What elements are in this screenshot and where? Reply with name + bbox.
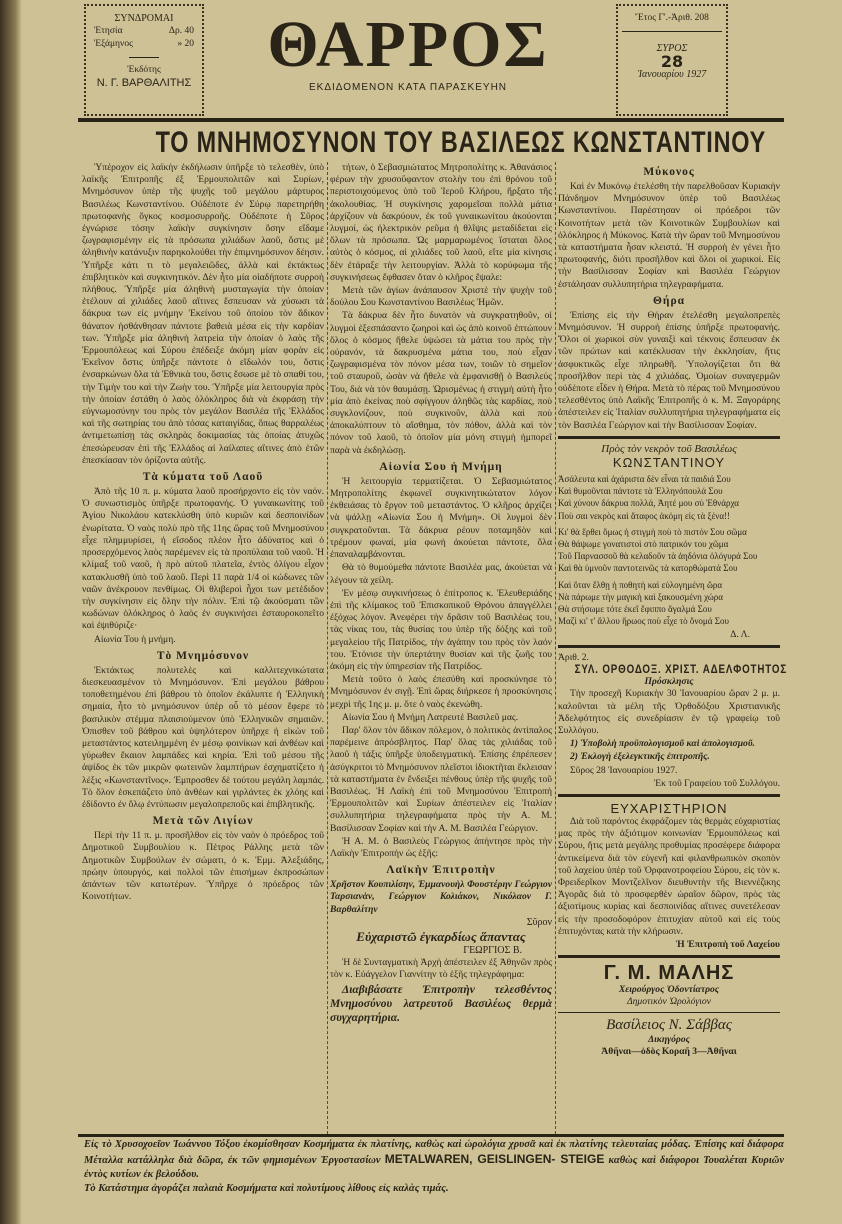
notice-number: Ἀριθ. 2. xyxy=(558,651,589,663)
ad-dentist-name: Γ. Μ. ΜΑΛΗΣ xyxy=(603,962,735,985)
section-heading: Αἰωνία Σου ἡ Μνήμη xyxy=(379,460,503,473)
poem-name: ΚΩΝΣΤΑΝΤΙΝΟΥ xyxy=(612,455,726,471)
article-paragraph: Ἡ λειτουργία τερματίζεται. Ὁ Σεβασμιώτατος Μητροπολίτης ἐκφωνεῖ συγκινητικώτατον λόγον ἐκθειάσας τὸ ἔργον τοῦ μεταστάντος. Ὁ κλῆρος ἀρχίζει νὰ ψάλλῃ «Αἰωνία Σου ἡ Μνήμη». Οἱ λυγμοὶ δὲν συγκρατοῦνται. Τὰ δάκρυα ρέουν ποταμηδὸν καὶ τρέμουν φωναί, μία φωνὴ ἀκούεται πάντοτε, ὅλα ἐπαναλαμβάνονται. xyxy=(330,475,552,561)
newspaper-title: ΘΑΡΡΟΣ xyxy=(267,8,549,81)
ad-text: καθὼς καὶ διάφοροι Τουαλέται Κυριῶν ἐντὸς κυτίων ἐκ βελούδου. xyxy=(84,1155,785,1180)
issue-day: 28 xyxy=(660,52,684,71)
publisher-label: Ἐκδότης xyxy=(127,65,161,75)
page-binding-shadow xyxy=(0,0,22,1224)
notice-subheading: Πρόσκλησις xyxy=(644,676,694,688)
subscription-row xyxy=(90,25,198,38)
ad-text: Τὸ Κατάστημα ἀγοράζει παλαιὰ Κοσμήματα καὶ πολυτίμους λίθους εἰς καλὰς τιμάς. xyxy=(84,1183,449,1194)
newspaper-page xyxy=(78,0,788,1224)
ad-dentist-address: Δημοτικὸν Ὡρολόγιον xyxy=(627,996,711,1008)
section-heading: Τὰ κύματα τοῦ Λαοῦ xyxy=(142,471,264,484)
agenda-item: 1) Ὑποβολὴ προϋπολογισμοῦ καὶ ἀπολογισμοῦ. xyxy=(570,738,755,750)
subscription-box xyxy=(84,4,204,116)
poem-stanza: Καὶ ὅταν ἔλθῃ ἡ ποθητὴ καὶ εὐλογημένη ὥρα Νὰ πάρωμε τὴν μαγικὴ καὶ ξακουσμένη χώρα Θὰ στήσωμε τότε ἐκεῖ ἔφιππο ἄγαλμά Σου Μαζὶ κι' τ' ἄλλου ἥρωος ποὺ εἶχε τὸ ὄνομά Σου xyxy=(558,579,729,627)
poem-stanza: Ἀσάλευτα καὶ ἀχάριστα δὲν εἶναι τὰ παιδιά Σου Καὶ θυμοῦνται πάντοτε τὰ Ἑλληνόπουλά Σου Καὶ χύνουν δάκρυα πολλά, Ἀητέ μου σὺ Ἐθνάρχα Ποὺ σαι νεκρὸς καὶ ἄταφος ἀκόμη εἰς τὰ ξένα!! xyxy=(558,474,740,521)
row-price: Δρ. 40 xyxy=(168,26,194,36)
row-price: » 20 xyxy=(177,39,194,49)
divider xyxy=(558,794,780,797)
article-paragraph: Μετὰ τοῦτο ὁ λαὸς ἐπεσύθη καὶ προσκύνησε τὸ Μνημόσυνον ἐν σιγῇ. Ἐπὶ ὥρας διήρκεσε ἡ προσκύνησις μεχρὶ τῆς 1ης μ. μ. ὅτε ὁ ναὸς ἐκενώθη. xyxy=(330,674,552,710)
ad-dentist-title: Χειρούργος Ὀδοντίατρος xyxy=(618,984,720,996)
divider xyxy=(558,645,780,648)
article-paragraph: Ἀπὸ τῆς 10 π. μ. κύματα λαοῦ προσήρχοντο εἰς τὸν ναόν. Ὁ συνωστισμὸς ὑπῆρξε πρωτοφανής. Ὁ γυναικωνίτης τοῦ Ἁγίου Νικολάου κατεκλύσθη ὑπὸ κυριῶν καὶ δεσποινίδων ἐνωρίτατα. Ὁ ναὸς πολὺ πρὸ τῆς 11ης ὥρας τοῦ Μνημοσύνου εἶχε πλημμυρίσει, ἡ εἴσοδος πλέον ἦτο ἀδύνατος καὶ ὁ προσερχόμενος λαὸς παρέμενεν εἰς τὰ προπύλαια τοῦ ναοῦ. Ἡ κλίμαξ τοῦ ναοῦ, ἡ πρὸ αὐτοῦ πλατεῖα, ἐντὸς ὀλίγου εἶχον κατακλυσθῆ ὑπὸ τοῦ λαοῦ. Περὶ 11 παρὰ 1/4 οἱ κώδωνες τῶν ναῶν ἀνέκρουον πενθίμως. Οἱ θλιβεροὶ ἦχοι των μετέδιδον τὴν συγκίνησιν εἰς ὅλην τὴν πόλιν. Ἐπὶ τῷ ἀκούσματι τῶν κωδώνων ὁλόκληρος ὁ λαὸς ἐν συγκινήσει ἐσταυροκοπεῖτο καὶ ἐψιθύριζε· xyxy=(82,486,324,632)
ad-brand: METALWAREN, GEISLINGEN- STEIGE xyxy=(384,1152,605,1166)
notice-date: Σῦρος 28 Ἰανουαρίου 1927. xyxy=(570,764,678,776)
notice-signature: Ἐκ τοῦ Γραφείου τοῦ Συλλόγου. xyxy=(653,777,780,789)
subscription-label: ΣΥΝΔΡΟΜΑΙ xyxy=(114,13,174,24)
article-paragraph: Αἰωνία Του ἡ μνήμη. xyxy=(94,633,176,645)
issue-month-year: Ἰανουαρίου 1927 xyxy=(637,69,707,80)
telegram-signature: ΓΕΩΡΓΙΟΣ Β. xyxy=(463,944,522,956)
divider xyxy=(558,436,780,439)
row-label: Ἐτησία xyxy=(94,26,123,36)
column-left xyxy=(82,162,324,1134)
telegram-place: Σῦρον xyxy=(526,916,552,928)
publisher-name: Ν. Γ. ΒΑΡΘΑΛΙΤΗΣ xyxy=(96,77,192,89)
section-heading: Τὸ Μνημόσυνον xyxy=(156,649,250,662)
notice-heading: ΣΥΛ. ΟΡΘΟΔΟΞ. ΧΡΙΣΤ. ΑΔΕΛΦΟΤΗΤΟΣ xyxy=(574,663,788,676)
divider xyxy=(558,1012,780,1013)
telegram-names: Χρῆστον Κουπιλίσην, Ἐμμανουὴλ Φουστέρην Γεώργιον Ταρσιανὰν, Γεώργιον Κολιάκον, Νικόλαον Γ. Βαρθαλίτην xyxy=(330,879,552,915)
thanks-heading: ΕΥΧΑΡΙΣΤΗΡΙΟΝ xyxy=(610,800,728,816)
article-paragraph: Αἰωνία Σου ἡ Μνήμη Λατρευτὲ Βασιλεῦ μας. xyxy=(342,711,519,723)
article-paragraph: Ὑπέροχον εἰς λαϊκὴν ἐκδήλωσιν ὑπῆρξε τὸ τελεσθὲν, ὑπὸ λαϊκῆς Ἐπιτροπῆς ἐξ Ἑρμουπολιτῶν καὶ Συρίων, Μνημόσυνον ὑπὲρ τῆς ψυχῆς τοῦ μεγάλου μάρτυρος Βασιλέως Κωνσταντίνου. Οὐδέποτε ἐν Σύρῳ παρετηρήθη πρωτοφανὴς ὄγκος κοσμοσυρροῆς. Οὐδέποτε ἡ Σῦρος ἐγνώρισε τόσην λαϊκὴν συγκίνησιν ὅσην εἴδαμε ζωγραφισμένην εἰς τὰ πρόσωπα χιλιάδων λαοῦ, ὅστις μὲ ἀληθινὴν κατάνυξιν παρηκολούθει τὴν ἐπιμνημόσυνον δέησιν. Ὑπῆρξε κάτι τι τὸ μεγαλειῶδες, ἀλλὰ καὶ ἐκτάκτως ἐπιβλητικὸν καὶ συγκινητικόν. Δὲν ἦτο μία οἱαδήποτε συρροὴ πλήθους. Ὑπῆρξε μία ἀληθινὴ μυσταγωγία τὴν ὁποίαν ἐτέλουν αἱ χιλιάδες λαοῦ αἵτινες ἔσπευσαν νὰ χύσωσι τὰ δάκρυα των εἰς μνήμην Ἐκείνου τοῦ ὁποίου τὸν ἄδικον θάνατον ἠσθάνθησαν πάντοτε βαθειὰ μέσα εἰς τὴν καρδίαν των. Ὑπῆρξε μία ἀληθινὴ λατρεία τὴν ὁποίαν ὁ λαὸς τῆς Ἑρμουπόλεως καὶ Σύρου ἐπέδειξε ἀκόμη μίαν φορὰν εἰς Ἐκεῖνον ὅστις ὑπῆρξε πάντοτε ὁ εἴδωλόν του, ὅστις ἐνσαρκώνων ὅλα τὰ Ἐθνικὰ του, ὅστις ἔσωσε μὲ τὸ σπαθί του, τὴν Τιμὴν του καὶ τὴν Ζωὴν του. Ὑπῆρξε μία λειτουργία πρὸς τὴν ὁποίαν ἐστάθη ὁ λαὸς ὁλόκληρος διὰ νὰ ἐκφράσῃ τὴν εὐγνωμοσύνην του πρὸς τὸν μεγάλον Βασιλέα τῆς Ἑλλάδος καὶ τῆς σωτηρίας του ἀπὸ τόσας καταιγίδας, ὅπως θαρραλέως ἀντιμετωπίσῃ τὰς σκληρὰς δοκιμασίας τὰς ὁποίας ἀτυχῶς ἐπεσώρευσαν ἐπὶ τῆς Ἑλλάδος αἱ λαίλαπες αἵτινες ἀπὸ ἐτῶν ἐπεσκίασαν τὸν ὁρίζοντα αὐτῆς. xyxy=(82,162,324,466)
column-middle xyxy=(330,162,552,1134)
section-heading: Μετὰ τῶν Λιγίων xyxy=(152,815,254,828)
ad-lawyer-address: Ἀθῆναι—ὁδὸς Κοραῆ 3—Ἀθῆναι xyxy=(601,1045,737,1057)
ad-text: Εἰς τὸ Χρυσοχοεῖον Ἰωάννου Τόξου ἐκομίσθησαν Κοσμήματα ἐκ πλατίνης, καθὼς καὶ ὡρολόγια χρυσᾶ καὶ ἐκ πλατίνης τελευταίας μόδας. Ἐπίσης καὶ διάφορα Μέταλλα κατάλληλα διὰ δῶρα, ἐκ τῶν φημισμένων Ἐργοστασίων xyxy=(84,1139,784,1166)
issue-place: ΣΥΡΟΣ xyxy=(656,43,688,54)
poem-title: Πρὸς τὸν νεκρὸν τοῦ Βασιλέως xyxy=(601,442,737,455)
column-right xyxy=(558,162,788,1134)
article-paragraph: Ἡ Α. Μ. ὁ Βασιλεὺς Γεώργιος ἀπήντησε πρὸς τὴν Λαϊκὴν Ἐπιτροπὴν ὡς ἑξῆς: xyxy=(330,835,552,859)
section-heading: Μύκονος xyxy=(643,166,695,178)
newspaper-subtitle: ΕΚΔΙΔΟΜΕΝΟΝ ΚΑΤΑ ΠΑΡΑΣΚΕΥΗΝ xyxy=(308,82,508,93)
telegram-text: Διαβιβάσατε Ἐπιτροπὴν τελεσθέντος Μνημοσύνου λατρευτοῦ Βασιλέως θερμὰ συγχαρητήρια. xyxy=(330,983,552,1024)
ad-lawyer-name: Βασίλειος Ν. Σάββας xyxy=(606,1016,732,1033)
article-paragraph: τήτων, ὁ Σεβασμιώτατος Μητροπολίτης κ. Ἀθανάσιος φέρων τὴν χρυσοΰφαντον στολὴν του ἐπὶ θρόνου τοῦ περιστοιχούμενος ὑπὸ τοῦ Ἱεροῦ Κλήρου, ἤρξατο τῆς ἀκολουθίας. Ἡ συγκίνησις χαρομεῖσαι πολλὰ μάτια ἀρχίζουν νὰ δακρύουν, ἐκ τοῦ γυναικωνίτου ἀκούονται λυγμοί, ὡς ἠλεκτρικὸν ρεῦμα ἡ θλῖψις μεταδίδεται εἰς ὅλων τὰ πρόσωπα. Ὡς μαρμαρωμένος ἵσταται ὅλος αὐτὸς ὁ κόσμος, αἱ χιλιάδες τοῦ λαοῦ, εἴτε μία κίνησις δὲν ἐτάραξε τὴν λειτουργίαν. Ἀλλὰ τὸ κορύφωμα τῆς συγκινήσεως ἔφθασεν ὅταν ὁ κλῆρος ἔψαλε: xyxy=(330,162,552,283)
issue-box xyxy=(616,4,728,116)
jeweler-advertisement xyxy=(84,1138,784,1196)
row-label: Ἑξάμηνος xyxy=(94,39,133,49)
article-paragraph: Ἐν μέσῳ συγκινήσεως ὁ ἐπίτροπος κ. Ἐλευθεριάδης ἐπὶ τῆς κλίμακος τοῦ Ἐπισκοπικοῦ Θρόνου ἀπαγγέλλει ἐξόχως λόγον. Ἀνεφέρει τὴν δρᾶσιν τοῦ Βασιλέως του, τὰς νίκας του, τὰς θυσίας του ὑπὲρ τῆς δόξης καὶ τοῦ μεγαλείου τῆς Πατρίδος, τὴν ἀγάπην του πρὸς τὸν λαόν του. Ἐτόνισε τὴν ὑπερτάτην θυσίαν καὶ τῆς ζωῆς του ἀκόμη εἰς τὴν ὑπηρεσίαν τῆς Πατρίδος. xyxy=(330,587,552,672)
column-divider xyxy=(327,162,328,1134)
article-paragraph: Τὰ δάκρυα δὲν ἦτο δυνατὸν νὰ συγκρατηθοῦν, οἱ λυγμοὶ ἐξεσπάσαντο ζωηροὶ καὶ ὡς ἀπὸ κοινοῦ ἐπτώπουν ὅλος ὁ κόσμος ἤθελε ὑψώσει τὰ μάτια του πρὸς τὴν οὐρανόν, τὰ δακρυσμένα μάτια του, ποὺ εἶχαν ζωγραφισμένα τὸν πόνον μέσα των, τοιῶν τὸ σημεῖον τοῦ σταυροῦ, ὡσὰν νὰ ἤθελε νὰ ἐμφανισθῇ ὁ Βασιλεύς Του, διὰ νὰ τὸν θαυμάσῃ. Ὡρισμένως ἡ στιγμὴ αὐτὴ ἦτο μία ἀπὸ ἐκείνας ποὺ σφίγγουν ἀληθῶς τὰς καρδίας, ποὺ συγκλονίζουν, ποὺ συγκινοῦν, ἀλλὰ καὶ ποὺ ἀποκαλύπτουν τὸ αἴσθημα, τὸν πόθον, ἀλλὰ καὶ τὸν πόνον τοῦ λαοῦ, τὸ ὁποῖον μία μόνη στιγμὴ ἠμπορεῖ παρὰ νὰ ἐκδηλώσῃ. xyxy=(330,310,552,456)
headline: ΤΟ ΜΝΗΜΟΣΥΝΟΝ ΤΟΥ ΒΑΣΙΛΕΩΣ ΚΩΝΣΤΑΝΤΙΝΟΥ xyxy=(155,126,766,159)
article-paragraph: Καὶ ἐν Μυκόνῳ ἐτελέσθη τὴν παρελθοῦσαν Κυριακὴν Πάνδημον Μνημόσυνον ὑπὲρ τοῦ Βασιλέως Κωνσταντίνου. Παρέστησαν οἱ πρόεδροι τῶν Κοινοτήτων μετὰ τῶν Κοινοτικῶν Συμβουλίων καὶ ὁλόκληρος ἡ Μύκονος. Κατὰ τὴν ὥραν τοῦ Μνημοσύνου τὰ καταστήματα ἦσαν κλειστά. Ἡ συρροὴ ἐν γένει ἦτο πρωτοφανής, διότι προσῆλθον καὶ ὅλοι οἱ χωρικοί. Εἰς τὴν Βασίλισσαν Σοφίαν καὶ Βασιλέα Γεώργιον ἐστάλησαν συλλυπητήρια τηλεγραφήματα. xyxy=(558,181,780,290)
article-paragraph: Μετὰ τῶν ἁγίων ἀνάπαυσον Χριστὲ τὴν ψυχὴν τοῦ δούλου Σου Κωνσταντίνου Βασιλέως Ἡμῶν. xyxy=(330,285,552,309)
subscription-row xyxy=(90,38,198,51)
article-paragraph: Ἐκτάκτως πολυτελὲς καὶ καλλιτεχνικώτατα διεσκευασμένον τὸ Μνημόσυνον. Ἐπὶ μεγάλου βάθρου τοποθετημένου ἐπὶ βάθρου τὸ ὁποῖον ἐκάλυπτε ἡ Ἑλληνικὴ σημαία, ἦτο τὸ μνημόσυνον ὑπὲρ οὗ τὸ μέσον ἔφερε τὸ βασιλικὸν στέμμα πλαισιούμενον ὑπὸ Ἑλληνικῶν σημαιῶν. Ὁπισθεν τοῦ βάθρου καὶ ὑψηλότερον ὑπῆρχε ἡ εἰκὼν τοῦ μεταστάντος κατειλημμένη ἐν μέσῳ φοινίκων καὶ ἀνθέων καὶ γύρωθεν ἔκαιον λαμπάδες καὶ κηρία. Ἐπὶ τοῦ μέσου τῆς ἀψίδος ἐκ τῶν μικρῶν φωτεινῶν λαμπτήρων ἐσχηματίζετο ἡ λέξις «Κωνσταντῖνος». Ἐμπροσθεν δὲ τούτου μεγάλη λαμπάς. Τὸ ὅλον ἐσκεπάζετο ὑπὸ ἀνθέων καὶ γιρλάντες ἐκ χλόης καὶ ἐδίδοντο ἐν ὅλῳ ἐντύπωσιν μεγαλοπρεποῦς καὶ ἐπιβλητικῆς. xyxy=(82,664,324,810)
notice-paragraph: Τὴν προσεχῆ Κυριακὴν 30 Ἰανουαρίου ὥραν 2 μ. μ. καλοῦνται τὰ μέλη τῆς Ὀρθοδόξου Χριστιανικῆς Ἀδελφότητος εἰς συνεδρίασιν ἐν τῷ γραφείῳ τοῦ Συλλόγου. xyxy=(558,688,780,736)
issue-number: Ἔτος Γ'.-Ἀριθ. 208 xyxy=(622,12,722,32)
agenda-item: 2) Ἐκλογὴ ἐξελεγκτικῆς ἐπιτροπῆς. xyxy=(570,751,710,763)
footer-rule xyxy=(78,1134,784,1137)
ad-lawyer-title: Δικηγόρος xyxy=(648,1033,690,1045)
poem-signature: Δ. Λ. xyxy=(730,628,750,640)
article-paragraph: Περὶ τὴν 11 π. μ. προσῆλθον εἰς τὸν ναὸν ὁ πρόεδρος τοῦ Δημοτικοῦ Συμβουλίου κ. Πέτρος Ράλλης μετὰ τῶν Δημοτικῶν Συμβούλων ἐν σώματι, ὁ κ. Ἐμμ. Ἀλεξιάδης, πρώην ὑπουργός, καὶ πολλοὶ τῶν ἐπισήμων ἐκπροσώπων ἀπάντων τῶν κατωτέρων. Ὑπῆρχε ὁ πρόεδρος τῶν Κοινοτήτων. xyxy=(82,830,324,903)
divider xyxy=(129,57,159,58)
column-divider xyxy=(555,162,556,1134)
divider xyxy=(558,955,780,958)
telegram-addressee: Λαϊκὴν Ἐπιτροπὴν xyxy=(386,864,496,877)
telegram-thanks: Εὐχαριστῶ ἐγκαρδίως ἅπαντας xyxy=(356,928,526,944)
thanks-signature: Ἡ Ἐπιτροπὴ τοῦ Λαχείου xyxy=(675,938,780,950)
article-paragraph: Θὰ τὸ θυμούμεθα πάντοτε Βασιλέα μας, ἀκούεται νὰ λέγουν τὰ χείλη. xyxy=(330,562,552,586)
article-paragraph: Ἡ δὲ Συνταγματικὴ Ἀρχὴ ἀπέστειλεν ἐξ Ἀθηνῶν πρὸς τὸν κ. Εὐάγγελον Γιαννίτην τὸ ἑξῆς τηλεγράφημα: xyxy=(330,957,552,981)
thanks-paragraph: Διὰ τοῦ παρόντος ἐκφράζομεν τὰς θερμὰς εὐχαριστίας μας πρὸς τὴν ἀξιότιμον κοινωνίαν Ἑρμουπόλεως καὶ Σύρου, ἥτις μετὰ μεγάλης προθυμίας προσέφερε διάφορα ἀντικείμενα διὰ τὸν εὐγενῆ καὶ φιλανθρωπικὸν σκοπὸν τοῦ λαχείου ὑπὲρ τοῦ Ὀρφανοτροφείου Σύρου, εἰς τὸν κ. Φρειδερῖκον Μοντζελῖνον διευθυντὴν τῆς Βιεννέζικης Ἀγορᾶς διὰ τὸ προσφερθὲν ὡραῖον δῶρον, πρὸς τὰς ἀξιοτίμους κυρίας καὶ δεσποινίδας αἵτινες συνετέλεσαν εἰς τὴν προσοδοφόρον ἐπιτυχίαν αὐτοῦ καὶ εἰς τοὺς ἐπιτυχόντας κατὰ τὴν κλήρωσιν. xyxy=(558,815,780,937)
article-paragraph: Ἐπίσης εἰς τὴν Θήραν ἐτελέσθη μεγαλοπρεπὲς Μνημόσυνον. Ἡ συρροὴ ἐπίσης ὑπῆρξε πρωτοφανής. Ὅλοι οἱ χωρικοὶ σὺν γυναιξὶ καὶ τέκνοις ἔσπευσαν ἐκ τῶν πρώτων καὶ κατέκλυσαν τὴν ἐκκλησίαν, ἥτις ἀσφυκτικῶς εἶχε πληρωθῆ. Ὑπολογίζεται ὅτι θὰ προσῆλθον περὶ τὰς 4 χιλιάδας. Ὁμοίων συναγερμῶν οὐδέποτε εἶδεν ἡ Θήρα. Μετὰ τὸ πέρας τοῦ Μνημοσύνου τελεσθέντος ὑπὸ Λαϊκῆς Ἐπιτροπῆς ὁ κ. Μ. Ξαγοράρης ἀπέστειλεν εἰς Ἰταλίαν συλλυπητήρια τηλεγραφήματα εἰς τὸν Βασιλέα Γεώργιον καὶ τὴν Βασίλισσαν Σοφίαν. xyxy=(558,309,780,431)
poem-stanza: Κι' θὰ ἔρθει ὅμως ἡ στιγμὴ ποὺ τὸ πιστόν Σου σῶμα Θὰ θάψωμε γονατιστοὶ στὸ πατρικόν του χῶμα Τοῦ Παρνασσοῦ θὰ κελαδοῦν τὰ ἀηδόνια ὁλόγυρά Σου Καὶ θὰ ὑμνοῦν παντοτεινῶς τὰ κατορθώματά Σου xyxy=(558,526,758,574)
section-heading: Θήρα xyxy=(652,294,686,307)
article-paragraph: Παρ' ὅλον τὸν ἄδικον πόλεμον, ὁ πολιτικὸς ἀντίπαλος παρέμεινε ἀπρόσβλητος. Παρ' ὅλας τὰς χιλιάδας τοῦ λαοῦ ἡ τάξις ὑπῆρξε ὑποδειγματική. Ἐπίσης ἐπρέπεσεν ἀσύγκριτοι τὸ Μνημόσυνον πλεῖστοι ἰδιοκτῆται ἔκλεισαν τὰ καταστήματα ἐν ἔνδειξει πένθους ὑπὲρ τῆς ψυχῆς τοῦ Βασιλέως. Ἡ Λαϊκὴ ἐπὶ τοῦ Μνημοσύνου Ἐπιτροπὴ Ἑρμουπολιτῶν καὶ Συρίων ἀπέστειλεν εἰς Ἰταλίαν συλλυπητήρια τηλεγραφήματα πρὸς τὴν Α. Μ. Βασίλισσαν Σοφίαν καὶ τὴν Α. Μ. Βασιλέα Γεώργιον. xyxy=(330,724,552,834)
header-rule xyxy=(78,118,784,122)
